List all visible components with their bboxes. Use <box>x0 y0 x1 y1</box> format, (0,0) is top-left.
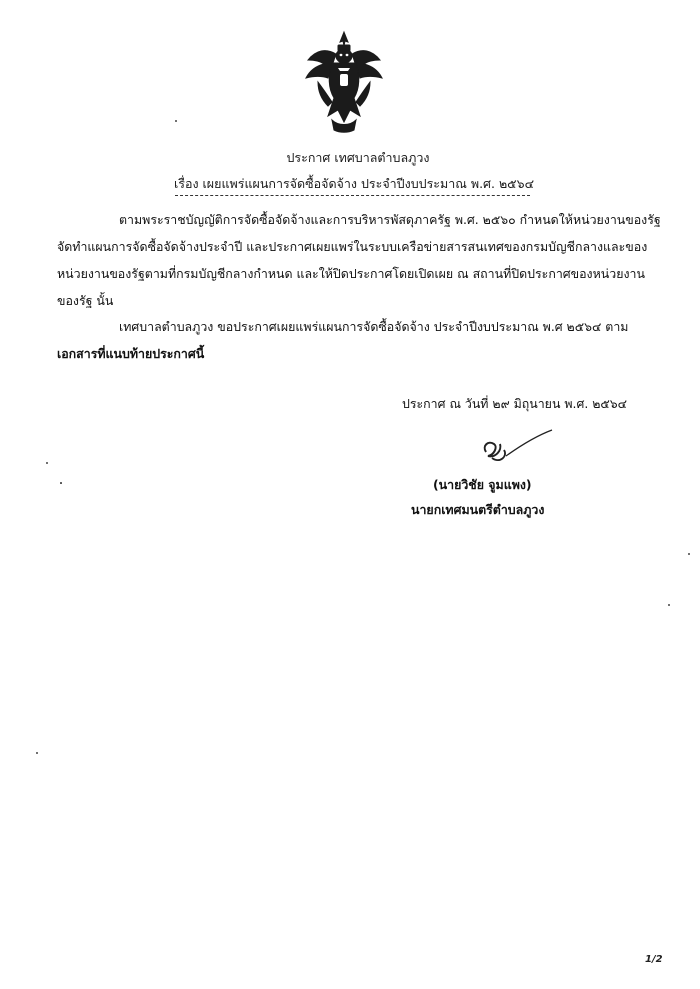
scan-speck <box>688 553 690 555</box>
announcement-subject: เรื่อง เผยแพร่แผนการจัดซื้อจัดจ้าง ประจำปีงบประมาณ พ.ศ. ๒๕๖๔ <box>173 176 535 191</box>
body-paragraph-1 <box>57 206 661 314</box>
paragraph-1-line-1: ตามพระราชบัญญัติการจัดซื้อจัดจ้างและการบริหารพัสดุภาครัฐ พ.ศ. ๒๕๖๐ กำหนดให้หน่วยงานของรัฐ <box>119 212 661 227</box>
signer-name: (นายวิชัย จูมแพง) <box>433 477 532 492</box>
scan-speck <box>668 604 670 606</box>
announcement-date: ประกาศ ณ วันที่ ๒๙ มิถุนายน พ.ศ. ๒๕๖๔ <box>402 396 627 411</box>
divider <box>175 195 530 196</box>
scan-speck <box>60 482 62 484</box>
garuda-emblem-icon <box>298 30 390 134</box>
scan-speck <box>46 462 48 464</box>
body-paragraph-2 <box>57 313 647 367</box>
paragraph-1-line-4: ของรัฐ นั้น <box>57 293 114 308</box>
announcement-title: ประกาศ เทศบาลตำบลภูวง <box>286 150 430 165</box>
scan-speck <box>36 752 38 754</box>
handwritten-signature <box>478 428 556 470</box>
paragraph-2-line-1: เทศบาลตำบลภูวง ขอประกาศเผยแพร่แผนการจัดซื้อจัดจ้าง ประจำปีงบประมาณ พ.ศ ๒๕๖๔ ตาม <box>119 319 629 334</box>
signer-title: นายกเทศมนตรีตำบลภูวง <box>411 502 545 517</box>
paragraph-1-line-2: จัดทำแผนการจัดซื้อจัดจ้างประจำปี และประกาศเผยแพร่ในระบบเครือข่ายสารสนเทศของกรมบัญชีกลางและของ <box>57 239 648 254</box>
scan-speck <box>175 120 177 122</box>
paragraph-1-line-3: หน่วยงานของรัฐตามที่กรมบัญชีกลางกำหนด และให้ปิดประกาศโดยเปิดเผย ณ สถานที่ปิดประกาศของหน่วยงาน <box>57 266 645 281</box>
page-number: 1/2 <box>645 954 663 965</box>
paragraph-2-line-2: เอกสารที่แนบท้ายประกาศนี้ <box>57 346 205 361</box>
